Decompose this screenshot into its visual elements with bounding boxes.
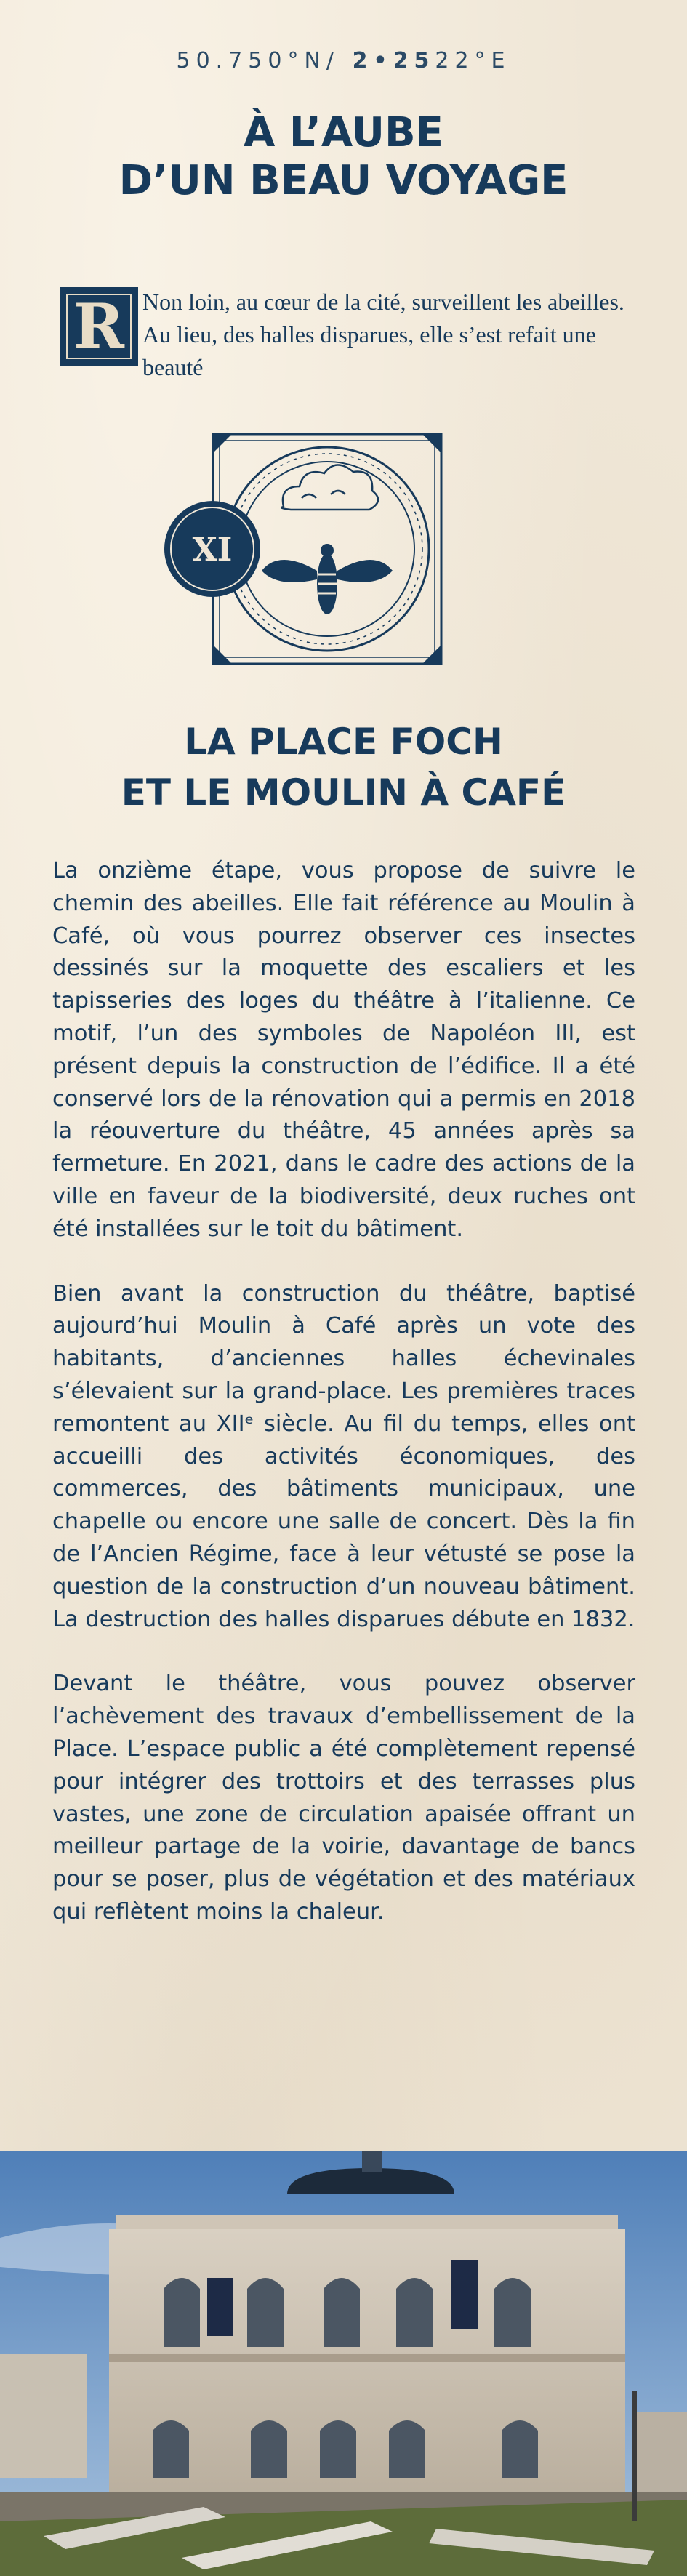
article-body (52, 855, 635, 1961)
section-title-line-1: LA PLACE FOCH (184, 721, 503, 763)
title-line-1: À L’AUBE (244, 109, 443, 156)
title-line-2: D’UN BEAU VOYAGE (118, 157, 569, 204)
paragraph: Bien avant la construction du théâtre, baptisé aujourd’hui Moulin à Café après un vote des habitants, d’anciennes halles échevinales s’élevaient sur la grand-place. Les premières traces remontent au XIIᵉ siècle. Au fil du temps, elles ont accueilli des activités économiques, des commerces, des bâtiments municipaux, une chapelle ou encore une salle de concert. Dès la fin de l’Ancien Régime, face à leur vétusté se pose la question de la construction d’un nouveau bâtiment. La destruction des halles disparues débute en 1832. (52, 1280, 635, 1632)
medallion-icon (164, 501, 260, 597)
intro-paragraph (60, 286, 641, 384)
longitude-rest: 22°E (435, 48, 511, 73)
step-numeral: XI (192, 531, 233, 569)
latitude: 50.750°N/ (176, 48, 340, 73)
intro-text: Non loin, au cœur de la cité, surveillent les abeilles. Au lieu, des halles disparues, elle s’est refait une beauté (142, 289, 624, 380)
dropcap-ornament (60, 287, 138, 366)
bee-icon (262, 544, 393, 614)
theatre-photo (0, 2151, 687, 2576)
gps-coordinates (0, 48, 687, 73)
section-title-line-2: ET LE MOULIN À CAFÉ (121, 771, 566, 814)
section-title (0, 716, 687, 818)
longitude-emphasis: 2•25 (352, 48, 435, 73)
dropcap-letter: R (66, 294, 132, 359)
step-emblem (160, 425, 451, 673)
paragraph: La onzième étape, vous propose de suivre le chemin des abeilles. Elle fait référence au Moulin à Café, où vous pourrez observer ces insectes dessinés sur la moquette des escaliers et les tapisseries des loges du théâtre à l’italienne. Ce motif, l’un des symboles de Napoléon III, est présent depuis la construction de l’édifice. Il a été conservé lors de la rénovation qui a permis en 2018 la réouverture du théâtre, 45 années après sa fermeture. En 2021, dans le cadre des actions de la ville en faveur de la biodiversité, deux ruches ont été installées sur le toit du bâtiment. (52, 858, 635, 1242)
page-title (0, 109, 687, 205)
cloud-icon (282, 465, 379, 510)
paragraph: Devant le théâtre, vous pouvez observer l’achèvement des travaux d’embellissement de la Place. L’espace public a été complètement repensé pour intégrer des trottoirs et des terrasses plus vastes, une zone de circulation apaisée offrant un meilleur partage de la voirie, davantage de bancs pour se poser, plus de végétation et des matériaux qui reflètent moins la chaleur. (52, 1671, 635, 1925)
